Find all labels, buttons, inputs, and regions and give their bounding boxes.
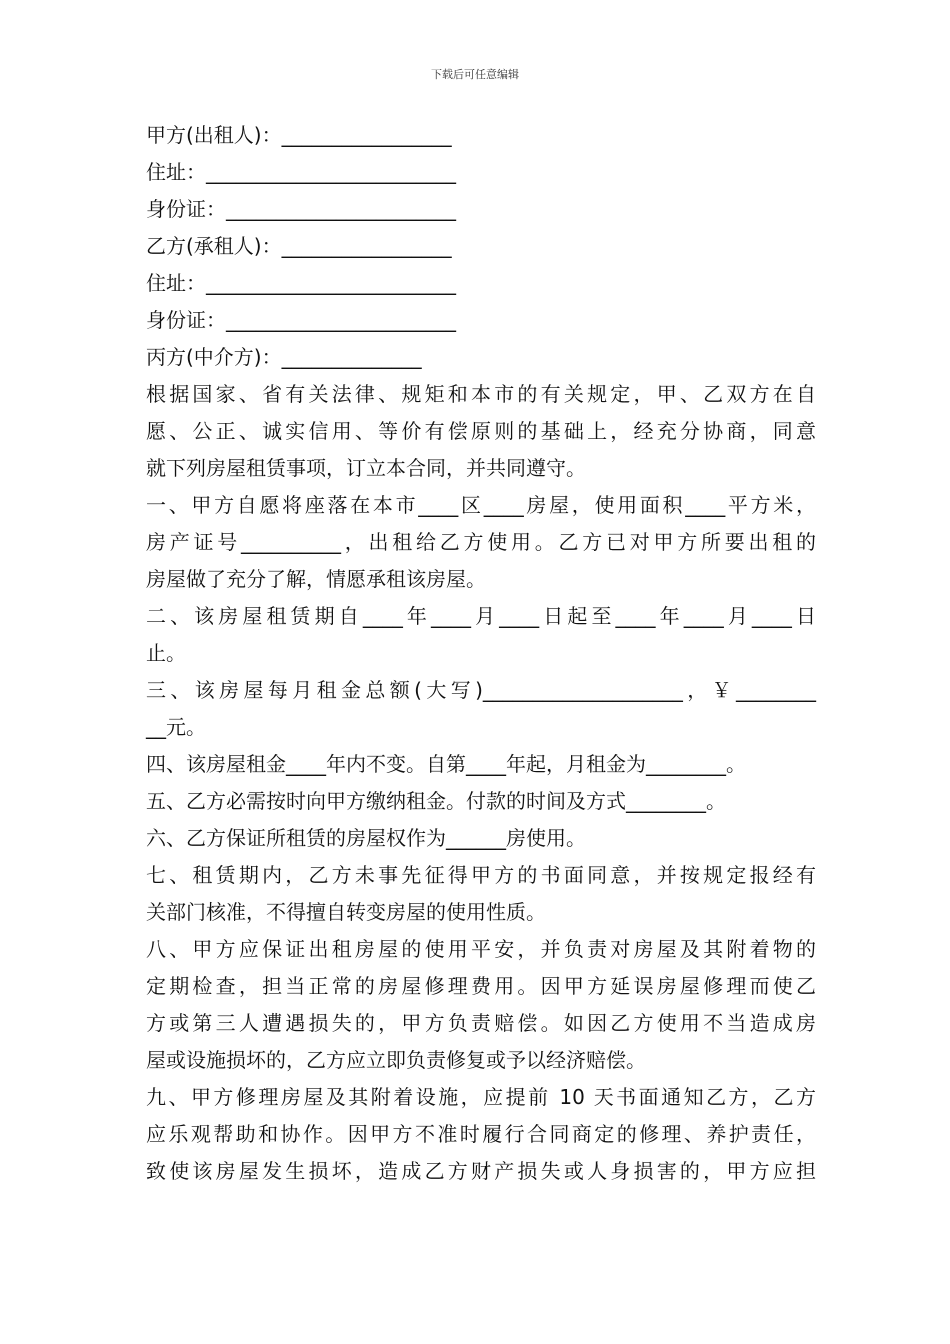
- preamble-line-3: 就下列房屋租赁事项，订立本合同，并共同遵守。: [146, 456, 586, 480]
- party-b-line: 乙方(承租人)：_________________: [146, 234, 452, 258]
- clause-7-line-2: 关部门核准，不得擅自转变房屋的使用性质。: [146, 900, 546, 924]
- party-a-address-line: 住址：_________________________: [146, 160, 456, 184]
- party-c-line: 丙方(中介方)：______________: [146, 345, 422, 369]
- clause-7-line-1: 七、租赁期内，乙方未事先征得甲方的书面同意，并按规定报经有: [146, 863, 816, 887]
- clause-3-line-2: __元。: [146, 715, 206, 739]
- clause-5-line: 五、乙方必需按时向甲方缴纳租金。付款的时间及方式________。: [146, 789, 726, 813]
- clause-8-line-1: 八、甲方应保证出租房屋的使用平安，并负责对房屋及其附着物的: [146, 937, 816, 961]
- party-b-address-line: 住址：_________________________: [146, 271, 456, 295]
- contract-body: [146, 117, 816, 1190]
- clause-9-line-2: 应乐观帮助和协作。因甲方不准时履行合同商定的修理、养护责任，: [146, 1122, 816, 1146]
- clause-8-line-2: 定期检查，担当正常的房屋修理费用。因甲方延误房屋修理而使乙: [146, 974, 816, 998]
- clause-9-line-3: 致使该房屋发生损坏，造成乙方财产损失或人身损害的，甲方应担: [146, 1159, 816, 1183]
- clause-6-line: 六、乙方保证所租赁的房屋权作为______房使用。: [146, 826, 586, 850]
- clause-8-line-4: 屋或设施损坏的，乙方应立即负责修复或予以经济赔偿。: [146, 1048, 646, 1072]
- clause-1-line-3: 房屋做了充分了解，情愿承租该房屋。: [146, 567, 486, 591]
- party-a-line: 甲方(出租人)：_________________: [146, 123, 452, 147]
- clause-1-line-2: 房产证号__________，出租给乙方使用。乙方已对甲方所要出租的: [146, 530, 816, 554]
- party-b-id-line: 身份证：_______________________: [146, 308, 456, 332]
- clause-4-line: 四、该房屋租金____年内不变。自第____年起，月租金为________。: [146, 752, 746, 776]
- clause-8-line-3: 方或第三人遭遇损失的，甲方负责赔偿。如因乙方使用不当造成房: [146, 1011, 816, 1035]
- clause-3-line-1: 三、该房屋每月租金总额(大写)____________________，￥________: [146, 678, 816, 702]
- preamble-line-1: 根据国家、省有关法律、规矩和本市的有关规定，甲、乙双方在自: [146, 382, 816, 406]
- party-a-id-line: 身份证：_______________________: [146, 197, 456, 221]
- clause-9-line-1: 九、甲方修理房屋及其附着设施，应提前 10 天书面通知乙方，乙方: [146, 1085, 816, 1109]
- clause-2-line-2: 止。: [146, 641, 186, 665]
- clause-1-line-1: 一、甲方自愿将座落在本市____区____房屋，使用面积____平方米，: [146, 493, 816, 517]
- page-header: 下载后可任意编辑: [431, 68, 519, 81]
- clause-2-line-1: 二、该房屋租赁期自____年____月____日起至____年____月____日: [146, 604, 816, 628]
- preamble-line-2: 愿、公正、诚实信用、等价有偿原则的基础上，经充分协商，同意: [146, 419, 816, 443]
